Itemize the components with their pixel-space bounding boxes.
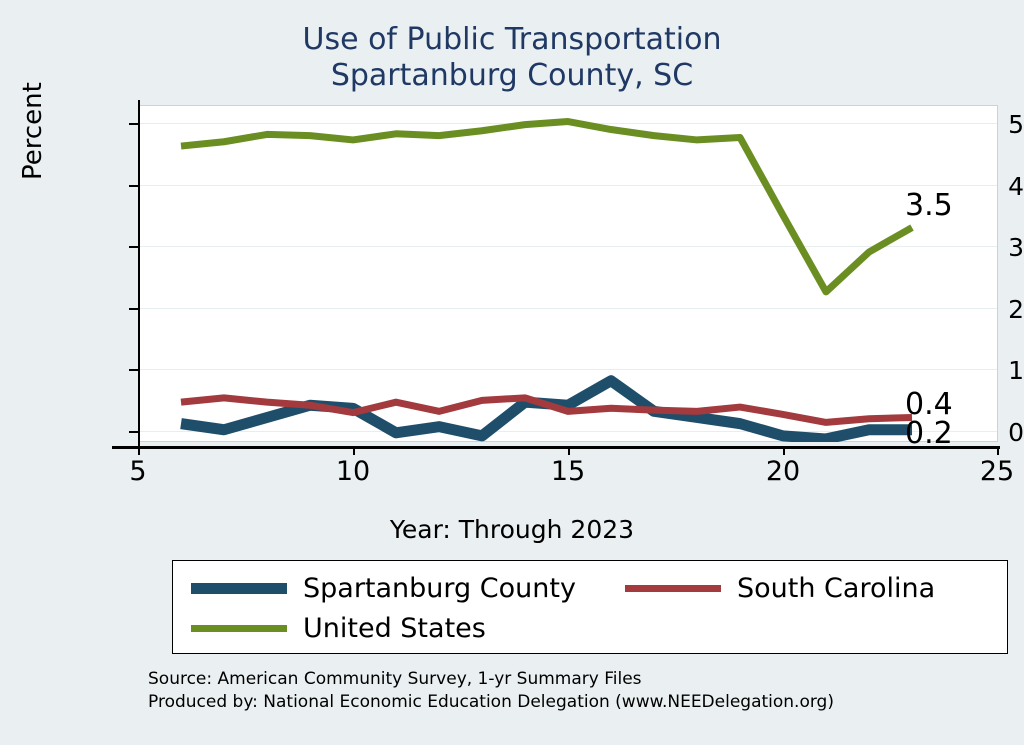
legend-label-south-carolina: South Carolina [737, 573, 936, 604]
legend-entry-south-carolina[interactable] [625, 573, 935, 604]
x-tick-label-1: 10 [335, 456, 371, 487]
legend-swatch-south-carolina [625, 585, 721, 592]
end-label-south-carolina: 0.4 [905, 387, 953, 422]
y-tick-4 [129, 185, 138, 187]
x-tick-label-0: 5 [129, 456, 147, 487]
x-tick-2 [568, 446, 570, 455]
footer-producer: Produced by: National Economic Education Delegation (www.NEEDelegation.org) [148, 692, 834, 712]
y-tick-label-3: 3 [1008, 233, 1024, 262]
y-tick-label-1: 1 [1008, 356, 1024, 385]
x-axis [112, 446, 1000, 449]
x-tick-4 [997, 446, 999, 455]
legend-label-spartanburg: Spartanburg County [303, 573, 576, 604]
y-tick-label-5: 5 [1008, 110, 1024, 139]
x-tick-label-3: 20 [765, 456, 801, 487]
x-tick-label-2: 15 [550, 456, 586, 487]
legend [172, 560, 1008, 654]
legend-swatch-spartanburg [191, 583, 287, 594]
legend-entry-spartanburg[interactable] [191, 573, 576, 604]
legend-swatch-united-states [191, 625, 287, 632]
x-tick-label-4: 25 [979, 456, 1015, 487]
footer-source: Source: American Community Survey, 1-yr Summary Files [148, 669, 642, 689]
chart-title [0, 22, 1024, 94]
chart-title-line1: Use of Public Transportation [302, 22, 722, 57]
y-axis-title: Percent [18, 82, 48, 180]
y-tick-2 [129, 308, 138, 310]
footer [148, 668, 834, 714]
x-tick-0 [138, 446, 140, 455]
end-label-spartanburg: 0.2 [905, 416, 953, 451]
y-tick-label-2: 2 [1008, 295, 1024, 324]
legend-label-united-states: United States [303, 613, 486, 644]
y-axis [138, 100, 140, 446]
legend-entry-united-states[interactable] [191, 613, 486, 644]
y-tick-1 [129, 369, 138, 371]
y-tick-3 [129, 246, 138, 248]
x-tick-1 [353, 446, 355, 455]
series-line-spartanburg-county [181, 381, 912, 439]
end-label-united-states: 3.5 [905, 188, 953, 223]
y-tick-5 [129, 123, 138, 125]
series-line-united-states [181, 122, 912, 292]
chart-title-line2: Spartanburg County, SC [330, 58, 694, 93]
y-tick-label-0: 0 [1008, 418, 1024, 447]
y-tick-label-4: 4 [1008, 172, 1024, 201]
x-axis-title: Year: Through 2023 [389, 515, 635, 544]
y-tick-0 [129, 431, 138, 433]
series-lines [138, 105, 998, 442]
x-tick-3 [783, 446, 785, 455]
